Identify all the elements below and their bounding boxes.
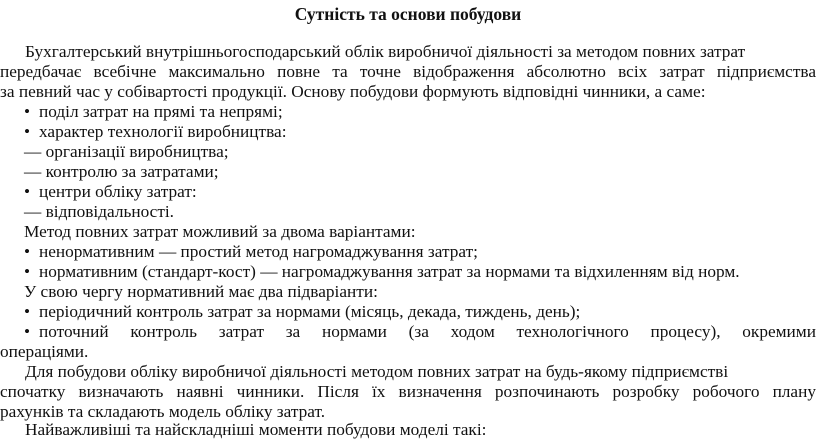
line-text: за певний час у собівартості продукції. Основу побудови формують відповідні чинники, а саме: (0, 82, 706, 101)
paragraph-line (0, 82, 816, 102)
list-item (0, 242, 816, 262)
bullet-icon: • (24, 322, 31, 341)
line-text: спочатку визначають наявні чинники. Після їх визначення розпочинають розробку робочого плану (0, 382, 816, 401)
line-text: Бухгалтерський внутрішньогосподарський облік виробничої діяльності за методом повних затрат (25, 42, 746, 61)
list-item (0, 262, 816, 282)
list-item (0, 142, 816, 162)
line-text: центри обліку затрат: (39, 182, 197, 201)
list-item (0, 162, 816, 182)
line-text: характер технології виробництва: (39, 122, 287, 141)
list-item (0, 102, 816, 122)
line-text: — організації виробництва; (24, 142, 229, 161)
line-text: У свою чергу нормативний має два підваріанти: (24, 282, 378, 301)
paragraph-line (0, 42, 816, 62)
line-text: поточний контроль затрат за нормами (за ходом технологічного процесу), окремими (39, 322, 816, 341)
line-text: Для побудови обліку виробничої діяльності методом повних затрат на будь-якому підприємстві (25, 362, 729, 381)
line-text: Найважливіші та найскладніші моменти побудови моделі такі: (25, 420, 487, 439)
bullet-icon: • (24, 262, 31, 281)
document-title: Сутність та основи побудови (294, 4, 522, 24)
line-text: — контролю за затратами; (24, 162, 219, 181)
line-text: передбачає всебічне максимально повне та точне відображення абсолютно всіх затрат підприємства (0, 62, 816, 81)
bullet-icon: • (24, 242, 31, 261)
line-text: Метод повних затрат можливий за двома варіантами: (24, 222, 416, 241)
paragraph-line (0, 362, 816, 382)
list-item (0, 122, 816, 142)
bullet-icon: • (24, 122, 31, 141)
bullet-icon: • (24, 102, 31, 121)
list-item (0, 322, 816, 342)
list-item (0, 202, 816, 222)
paragraph-line (0, 420, 816, 440)
line-text: ненормативним — простий метод нагромаджування затрат; (39, 242, 478, 261)
paragraph-line (0, 342, 816, 362)
line-text: нормативним (стандарт-кост) — нагромаджування затрат за нормами та відхиленням від норм. (39, 262, 740, 281)
bullet-icon: • (24, 182, 31, 201)
paragraph-line (0, 282, 816, 302)
list-item (0, 182, 816, 202)
list-item (0, 302, 816, 322)
paragraph-line (0, 402, 816, 422)
line-text: — відповідальності. (24, 202, 174, 221)
line-text: періодичний контроль затрат за нормами (місяць, декада, тиждень, день); (39, 302, 581, 321)
paragraph-line (0, 222, 816, 242)
line-text: операціями. (0, 342, 89, 361)
line-text: рахунків та складають модель обліку затрат. (0, 402, 326, 421)
line-text: поділ затрат на прямі та непрямі; (39, 102, 283, 121)
bullet-icon: • (24, 302, 31, 321)
paragraph-line (0, 382, 816, 402)
paragraph-line (0, 62, 816, 82)
